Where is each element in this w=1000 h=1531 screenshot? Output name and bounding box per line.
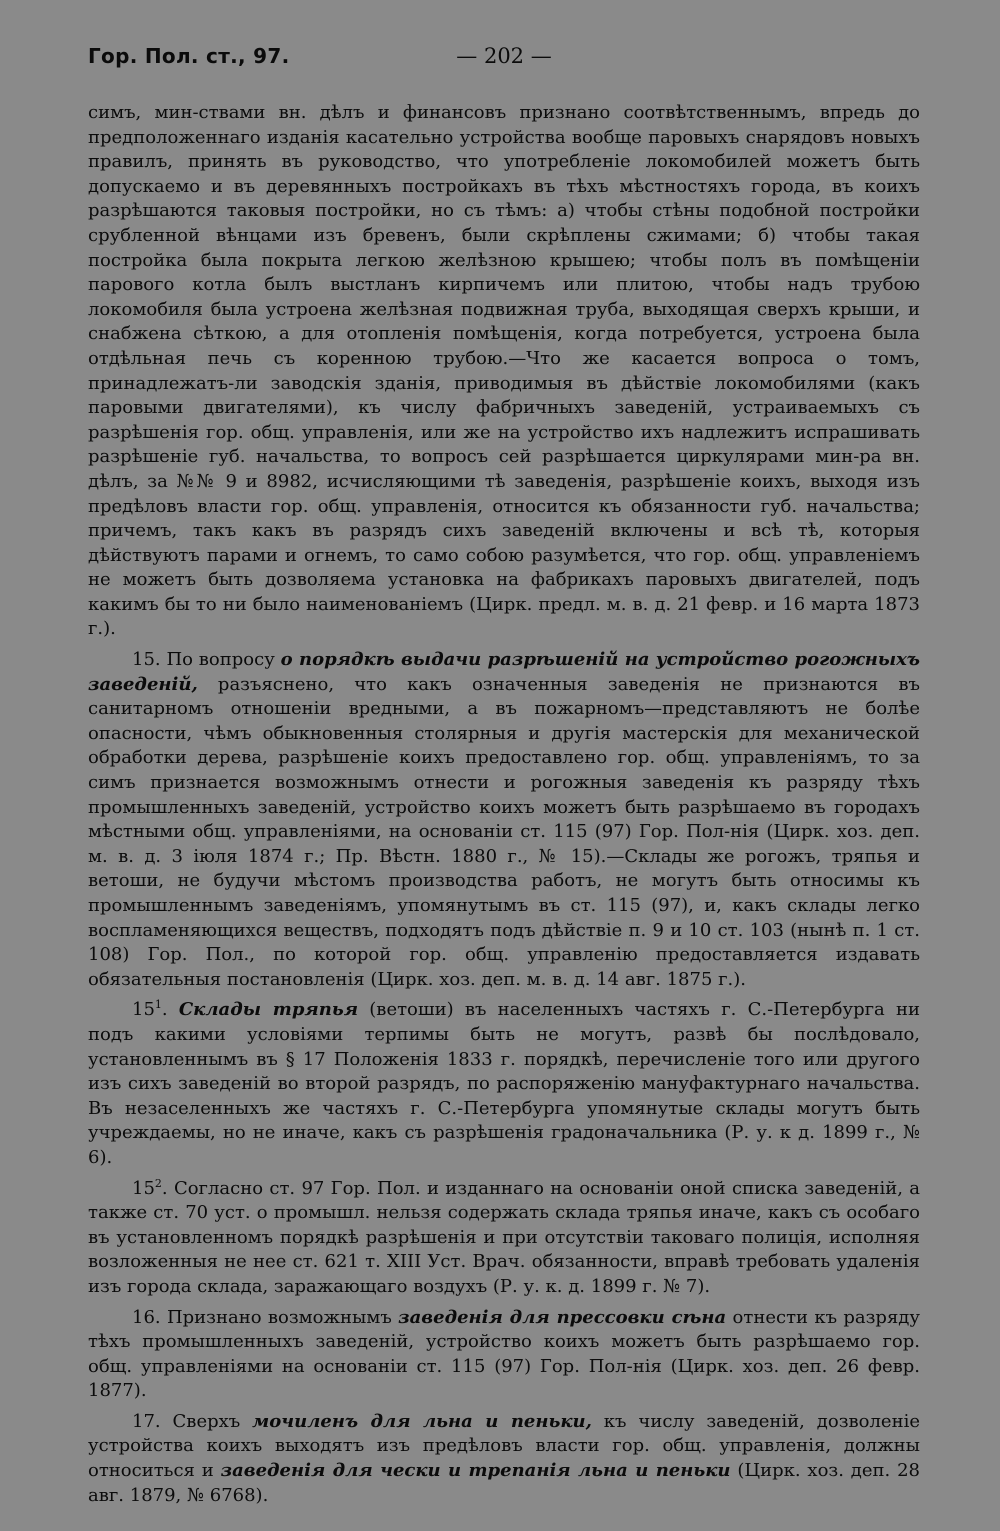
text-run: симъ, мин-ствами вн. дѣлъ и финансовъ признано соотвѣтственнымъ, впредь до предположеннаго изданія касательно устройства вообще паровыхъ снарядовъ новыхъ правилъ, принять въ руководство, что употребленіе локомобилей можетъ быть допускаемо и въ деревянныхъ постройкахъ въ тѣхъ мѣстностяхъ города, въ коихъ разрѣшаются таковыя постройки, но съ тѣмъ: а) чтобы стѣны подобной постройки срубленной вѣнцами изъ бревенъ, были скрѣплены сжимами; б) чтобы такая постройка была покрыта легкою желѣзною крышею; чтобы полъ въ помѣщеніи парового котла былъ выстланъ кирпичемъ или плитою, чтобы надъ трубою локомобиля была устроена желѣзная подвижная труба, выходящая сверхъ крыши, и снабжена сѣткою, а для отопленія помѣщенія, когда потребуется, устроена была отдѣльная печь съ коренною трубою.—Что же касается вопроса о томъ, принадлежатъ-ли заводскія зданія, приводимыя въ дѣйствіе локомобилями (какъ паровыми двигателями), къ числу фабричныхъ заведеній, устраиваемыхъ съ разрѣшенія гор. общ. управленія, или же на устройство ихъ надлежитъ испрашивать разрѣшеніе губ. начальства, то вопросъ сей разрѣшается циркулярами мин-ра вн. дѣлъ, за №№ 9 и 8982, исчисляющими тѣ заведенія, разрѣшеніе коихъ, выходя изъ предѣловъ власти гор. общ. управленія, относится къ обязанности губ. начальства; причемъ, такъ какъ въ разрядъ сихъ заведеній включены и всѣ тѣ, которыя дѣйствуютъ парами и огнемъ, то само собою разумѣется, что гор. общ. управленіемъ не можетъ быть дозволяема установка на фабрикахъ паровыхъ двигателей, подъ какимъ бы то ни было наименованіемъ (Цирк. предл. м. в. д. 21 февр. и 16 марта 1873 г.).: [88, 102, 920, 640]
text-run: разъяснено, что какъ означенныя заведенія не признаются въ санитарномъ отношеніи вредными, а въ пожарномъ—представляютъ не болѣе опасности, чѣмъ обыкновенныя столярныя и другія мастерскія для механической обработки дерева, разрѣшеніе коихъ предоставлено гор. общ. управленіямъ, то за симъ признается возможнымъ отнести и рогожныя заведенія къ разряду тѣхъ промышленныхъ заведеній, устройство коихъ можетъ быть разрѣшаемо въ городахъ мѣстными общ. управленіями, на основаніи ст. 115 (97) Гор. Пол-нія (Цирк. хоз. деп. м. в. д. 3 іюля 1874 г.; Пр. Вѣстн. 1880 г., № 15).—Склады же рогожъ, тряпья и ветоши, не будучи мѣстомъ производства работъ, не могутъ быть относимы къ промышленнымъ заведеніямъ, упомянутымъ въ ст. 115 (97), и, какъ склады легко воспламеняющихся веществъ, подходятъ подъ дѣйствіе п. 9 и 10 ст. 103 (нынѣ п. 1 ст. 108) Гор. Пол., по которой гор. общ. управленію предоставляется издавать обязательныя постановленія (Цирк. хоз. деп. м. в. д. 14 авг. 1875 г.).: [88, 673, 920, 990]
paragraph-16: [88, 1306, 920, 1404]
italic-term: заведенія для чески и трепанія льна и пеньки: [220, 1460, 731, 1482]
page-number: — 202 —: [456, 44, 552, 68]
italic-term: заведенія для прессовки сѣна: [398, 1306, 727, 1328]
italic-term: мочиленъ для льна и пеньки,: [252, 1410, 592, 1432]
text-run: 17. Сверхъ: [132, 1410, 253, 1432]
superscript-index: 2: [154, 1176, 162, 1190]
paragraph-17: [88, 1410, 920, 1508]
text-run: къ числу заведеній, дозволеніе устройства коихъ выходятъ изъ предѣловъ власти гор. общ. управленія, должны относиться и: [88, 1410, 920, 1482]
running-head: [88, 44, 920, 74]
text-run: (ветоши) въ населенныхъ частяхъ г. С.-Петербурга ни подъ какими условіями терпимы быть не могутъ, развѣ бы послѣдовало, установленнымъ въ § 17 Положенія 1833 г. порядкѣ, перечисленіе того или другого изъ сихъ заведеній во второй разрядъ, по распоряженію мануфактурнаго начальства. Въ незаселенныхъ же частяхъ г. С.-Петербурга упомянутые склады могутъ быть учреждаемы, но не иначе, какъ съ разрѣшенія градоначальника (Р. у. к д. 1899 г., № 6).: [88, 999, 920, 1168]
text-run: 16. Признано возможнымъ: [132, 1306, 399, 1328]
text-run: 15. По вопросу: [132, 649, 281, 671]
text-run: отнести къ разряду тѣхъ промышленныхъ заведеній, устройство коихъ можетъ быть разрѣшаемо гор. общ. управленіями на основаніи ст. 115 (97) Гор. Пол-нія (Цирк. хоз. деп. 26 февр. 1877).: [88, 1306, 920, 1402]
paragraph-15-1: [88, 998, 920, 1170]
text-run: .: [161, 999, 179, 1021]
text-run: 15: [132, 999, 155, 1021]
paragraph-continued: [88, 101, 920, 642]
section-reference: Гор. Пол. ст., 97.: [88, 44, 290, 68]
body-text: [88, 101, 920, 1514]
italic-term: Склады тряпья: [178, 999, 359, 1021]
paragraph-15-2: [88, 1177, 920, 1300]
text-run: 15: [132, 1177, 155, 1199]
paragraph-15: [88, 648, 920, 992]
superscript-index: 1: [154, 998, 162, 1012]
text-run: . Согласно ст. 97 Гор. Пол. и изданнаго на основаніи оной списка заведеній, а также ст. 70 уст. о промышл. нельзя содержать склада тряпья иначе, какъ съ особаго въ установленномъ порядкѣ разрѣшенія и при отсутствіи таковаго полиція, исполняя возложенныя не нее ст. 621 т. XIII Уст. Врач. обязанности, вправѣ требовать удаленія изъ города склада, заражающаго воздухъ (Р. у. к. д. 1899 г. № 7).: [88, 1177, 920, 1297]
text-run: (Цирк. хоз. деп. 28 авг. 1879, № 6768).: [88, 1460, 920, 1506]
italic-term: о порядкѣ выдачи разрѣшеній на устройство рогожныхъ заведеній,: [88, 649, 920, 695]
